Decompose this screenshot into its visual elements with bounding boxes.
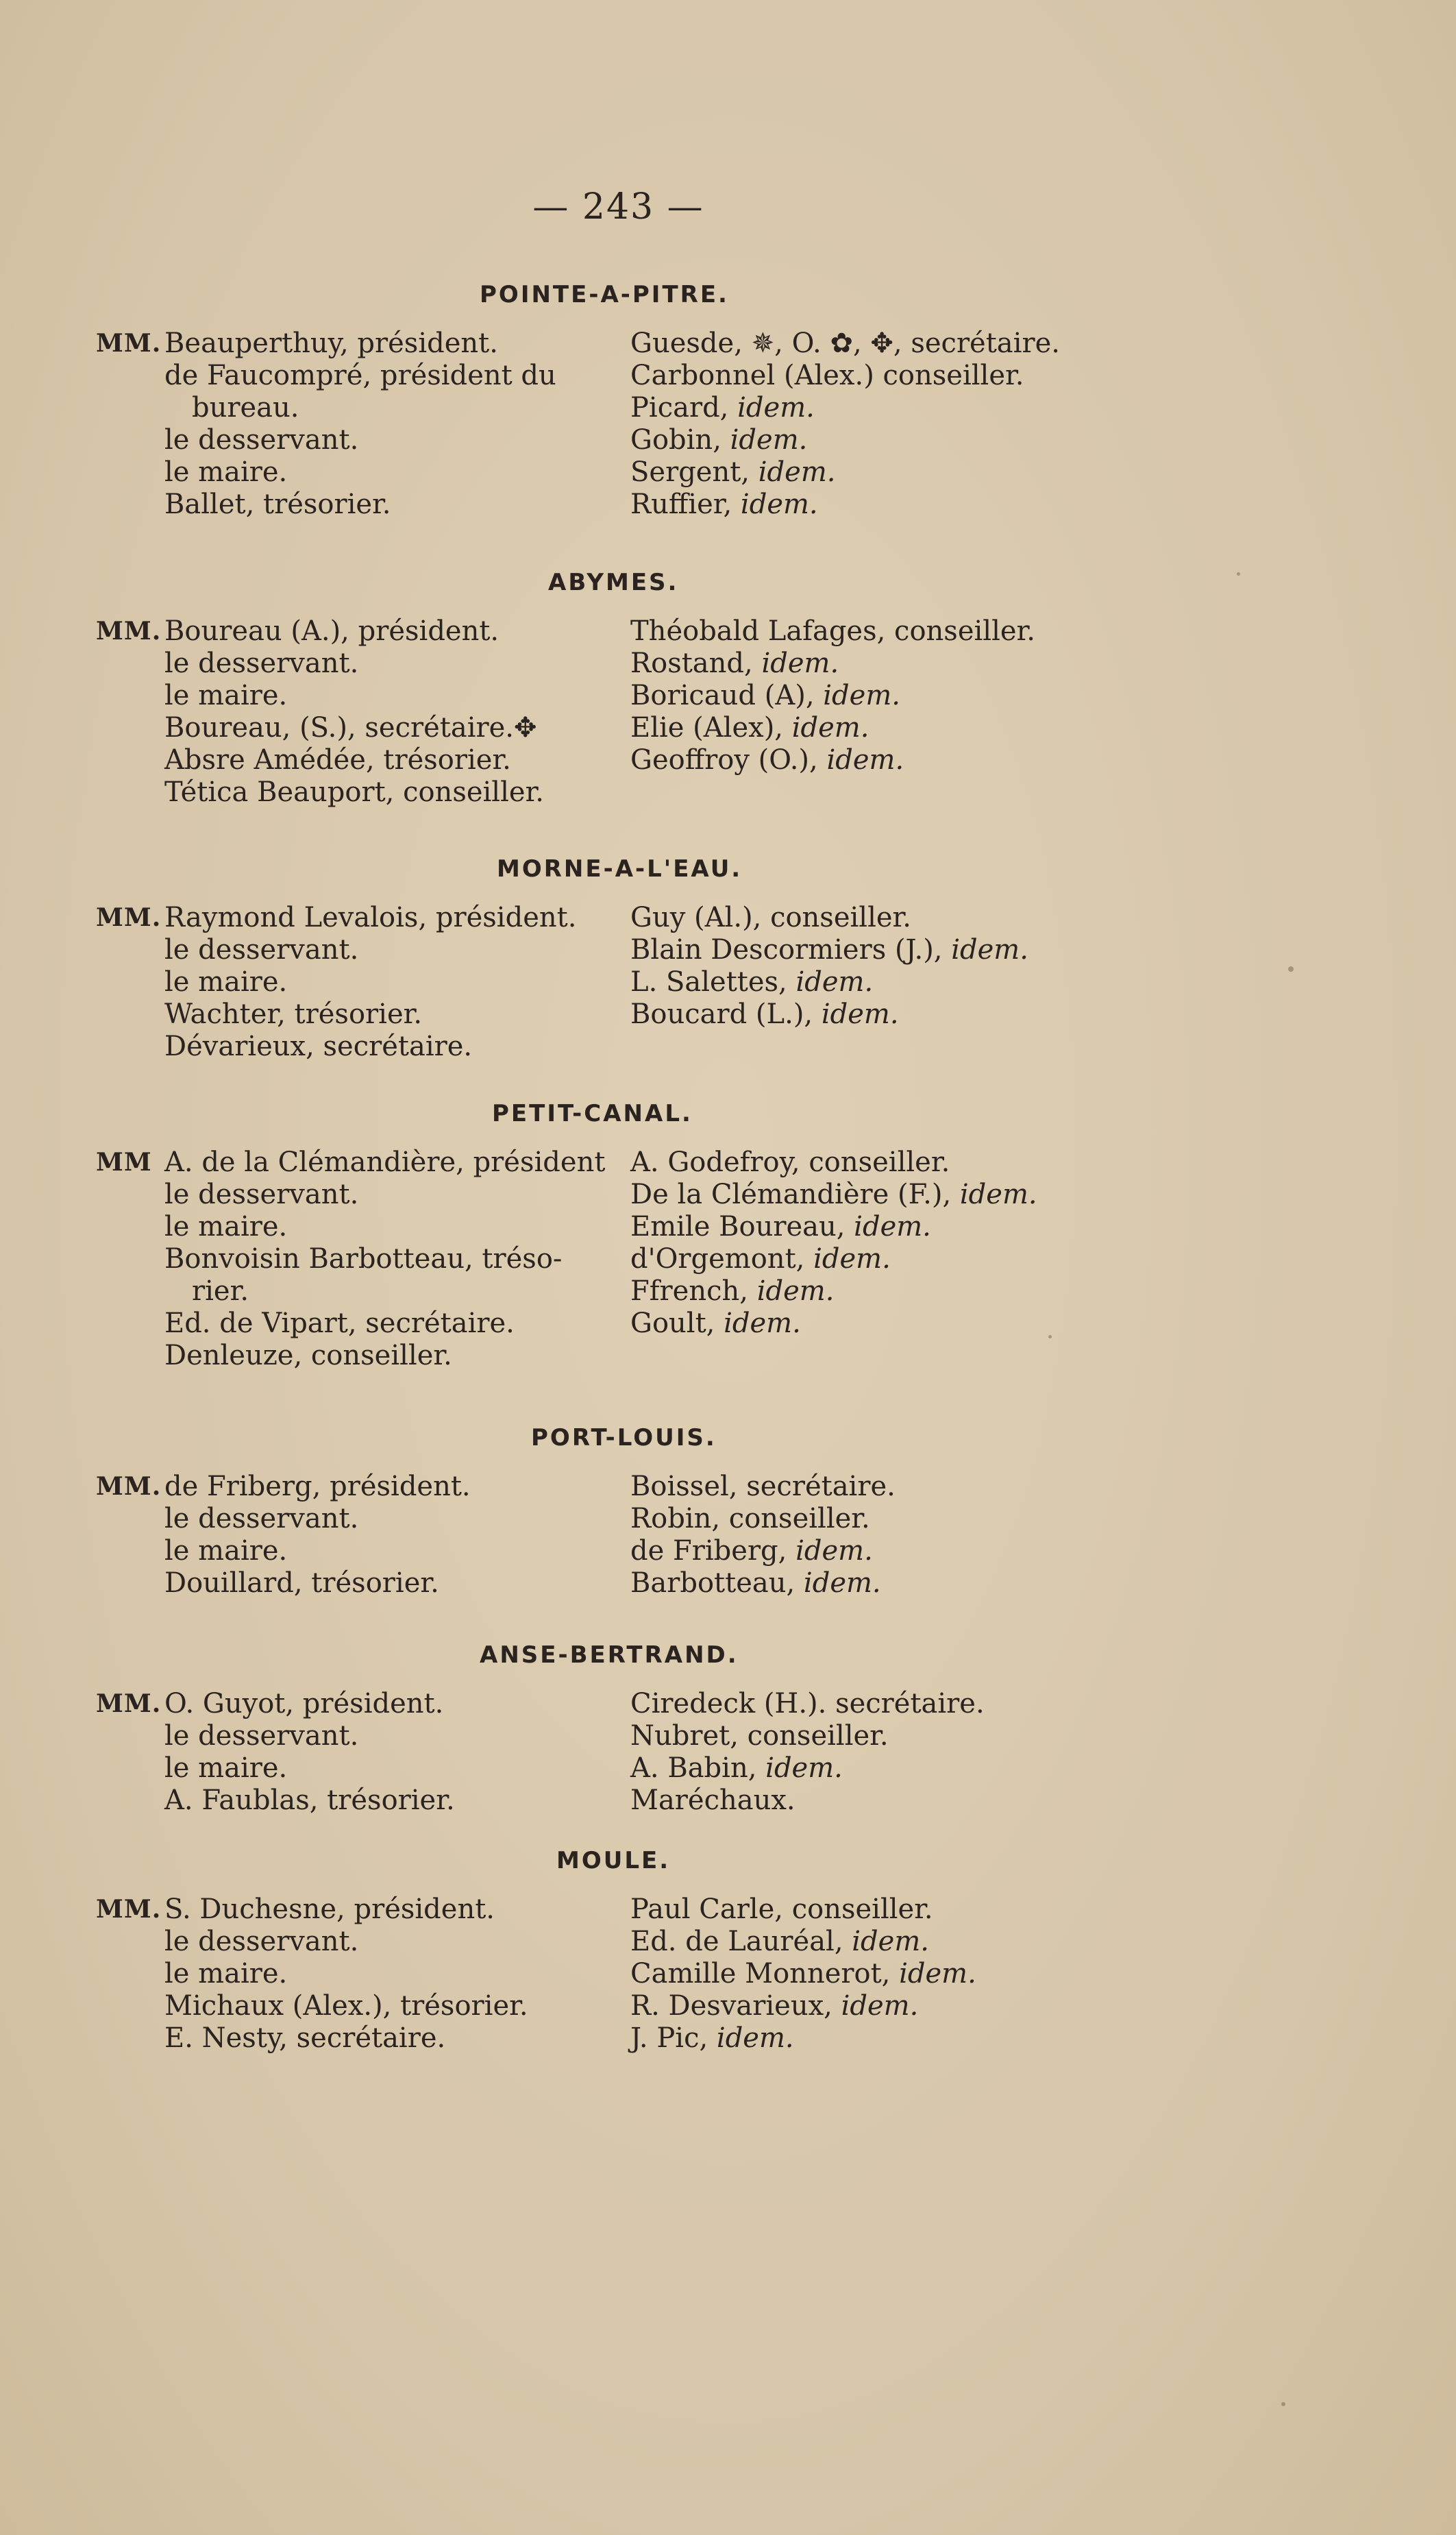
right-entry: Nubret, conseiller.: [630, 1720, 889, 1752]
left-entry: le maire.: [164, 1958, 288, 1989]
left-column: [164, 615, 699, 809]
right-entry: [630, 1275, 1179, 1308]
right-entry: [630, 1211, 1179, 1243]
idem-mark: idem.: [737, 392, 815, 424]
left-entry: le maire.: [164, 680, 288, 711]
right-entry: Boissel, secrétaire.: [630, 1471, 896, 1502]
entry-name: Sergent,: [630, 456, 758, 488]
right-column: [630, 1147, 1179, 1340]
left-entry: le maire.: [164, 966, 288, 998]
entry-name: J. Pic,: [630, 2022, 717, 2054]
left-column: [164, 1147, 699, 1372]
left-entry: le desservant.: [164, 1926, 359, 1957]
idem-mark: idem.: [724, 1308, 801, 1339]
right-entry: [630, 1243, 1179, 1275]
entry-name: R. Desvarieux,: [630, 1990, 841, 2022]
left-entry: Michaux (Alex.), trésorier.: [164, 1990, 528, 2022]
entry-name: Rostand,: [630, 648, 762, 679]
idem-mark: idem.: [959, 1179, 1037, 1210]
entry-name: Elie (Alex),: [630, 712, 792, 744]
left-entry: le desservant.: [164, 424, 359, 456]
entry-name: De la Clémandière (F.),: [630, 1179, 960, 1210]
left-entry: Bonvoisin Barbotteau, tréso-: [164, 1243, 563, 1275]
paper-speck: [1288, 966, 1294, 972]
section-heading: MOULE.: [556, 1847, 671, 1874]
left-column: [164, 1471, 699, 1600]
left-column: [164, 1894, 699, 2055]
idem-mark: idem.: [899, 1958, 976, 1989]
right-column: [630, 1471, 1179, 1600]
entry-name: Boricaud (A),: [630, 680, 824, 711]
section-heading: PORT-LOUIS.: [531, 1424, 717, 1452]
right-entry: Carbonnel (Alex.) conseiller.: [630, 360, 1024, 391]
left-entry: le maire.: [164, 1535, 288, 1567]
right-entry: [630, 1535, 1179, 1567]
right-entry: [630, 966, 1179, 999]
entry-name: A. Babin,: [630, 1752, 766, 1784]
idem-mark: idem.: [758, 456, 836, 488]
mm-prefix: MM.: [96, 617, 162, 646]
right-entry: [630, 712, 1179, 744]
left-entry: A. de la Clémandière, président: [164, 1147, 606, 1178]
right-entry: [630, 744, 1179, 776]
left-column: [164, 1688, 699, 1817]
right-entry: [630, 934, 1179, 966]
left-entry: Douillard, trésorier.: [164, 1567, 439, 1599]
right-entry: [630, 1567, 1179, 1600]
right-column: [630, 1688, 1179, 1817]
idem-mark: idem.: [803, 1567, 881, 1599]
right-entry: [630, 456, 1179, 489]
entry-name: Emile Boureau,: [630, 1211, 854, 1242]
idem-mark: idem.: [821, 999, 899, 1030]
right-entry: [630, 999, 1179, 1031]
paper-speck: [1048, 1335, 1052, 1338]
right-entry: Maréchaux.: [630, 1785, 795, 1816]
section-heading: POINTE-A-PITRE.: [480, 281, 729, 308]
left-entry: le desservant.: [164, 1179, 359, 1210]
right-column: [630, 328, 1179, 521]
entry-name: Barbotteau,: [630, 1567, 804, 1599]
idem-mark: idem.: [951, 934, 1028, 966]
left-entry: E. Nesty, secrétaire.: [164, 2022, 446, 2054]
entry-name: Camille Monnerot,: [630, 1958, 900, 1989]
right-entry: [630, 392, 1179, 424]
left-entry: le desservant.: [164, 1720, 359, 1752]
left-column: [164, 902, 699, 1063]
entry-name: d'Orgemont,: [630, 1243, 814, 1275]
right-column: [630, 615, 1179, 776]
idem-mark: idem.: [765, 1752, 843, 1784]
page-number: — 243 —: [532, 186, 704, 228]
left-column: [164, 328, 699, 521]
left-entry: le desservant.: [164, 934, 359, 966]
right-entry: [630, 1179, 1179, 1211]
right-entry: [630, 1990, 1179, 2022]
left-entry: O. Guyot, président.: [164, 1688, 444, 1719]
section-heading: ABYMES.: [548, 569, 679, 596]
left-entry: Wachter, trésorier.: [164, 999, 423, 1030]
mm-prefix: MM.: [96, 329, 162, 358]
paper-speck: [1237, 572, 1240, 576]
right-entry: [630, 424, 1179, 456]
left-entry: Dévarieux, secrétaire.: [164, 1031, 473, 1062]
left-entry: le maire.: [164, 1211, 288, 1242]
entry-name: de Friberg,: [630, 1535, 796, 1567]
idem-mark: idem.: [756, 1275, 835, 1307]
idem-mark: idem.: [716, 2022, 794, 2054]
entry-name: Gobin,: [630, 424, 730, 456]
mm-prefix: MM.: [96, 1895, 162, 1924]
right-entry: Théobald Lafages, conseiller.: [630, 615, 1035, 647]
left-entry: de Friberg, président.: [164, 1471, 471, 1502]
right-entry: Paul Carle, conseiller.: [630, 1894, 933, 1925]
idem-mark: idem.: [761, 648, 839, 679]
mm-prefix: MM.: [96, 1472, 162, 1501]
left-entry: rier.: [192, 1275, 249, 1307]
left-entry: Ed. de Vipart, secrétaire.: [164, 1308, 515, 1339]
entry-name: Ed. de Lauréal,: [630, 1926, 852, 1957]
right-entry: [630, 2022, 1179, 2055]
left-entry: Tética Beauport, conseiller.: [164, 776, 545, 808]
left-entry: Absre Amédée, trésorier.: [164, 744, 511, 776]
section-heading: ANSE-BERTRAND.: [480, 1641, 739, 1669]
idem-mark: idem.: [795, 966, 874, 998]
left-entry: bureau.: [192, 392, 299, 424]
left-entry: le desservant.: [164, 1503, 359, 1534]
idem-mark: idem.: [740, 489, 818, 520]
idem-mark: idem.: [823, 680, 900, 711]
right-column: [630, 902, 1179, 1031]
right-entry: [630, 680, 1179, 712]
idem-mark: idem.: [826, 744, 904, 776]
left-entry: Denleuze, conseiller.: [164, 1340, 452, 1371]
idem-mark: idem.: [791, 712, 869, 744]
left-entry: Raymond Levalois, président.: [164, 902, 577, 933]
left-entry: Boureau (A.), président.: [164, 615, 499, 647]
right-entry: [630, 1958, 1179, 1990]
right-entry: [630, 648, 1179, 680]
idem-mark: idem.: [813, 1243, 891, 1275]
right-entry: Ciredeck (H.). secrétaire.: [630, 1688, 985, 1719]
left-entry: Beauperthuy, président.: [164, 328, 498, 359]
right-entry: Robin, conseiller.: [630, 1503, 870, 1534]
mm-prefix: MM.: [96, 1689, 162, 1718]
entry-name: Blain Descormiers (J.),: [630, 934, 952, 966]
left-entry: le desservant.: [164, 648, 359, 679]
right-entry: [630, 489, 1179, 521]
entry-name: L. Salettes,: [630, 966, 796, 998]
left-entry: S. Duchesne, président.: [164, 1894, 495, 1925]
mm-prefix: MM: [96, 1148, 152, 1177]
entry-name: Picard,: [630, 392, 738, 424]
right-entry: [630, 1926, 1179, 1958]
entry-name: Goult,: [630, 1308, 724, 1339]
left-entry: de Faucompré, président du: [164, 360, 556, 391]
entry-name: Geoffroy (O.),: [630, 744, 827, 776]
idem-mark: idem.: [730, 424, 808, 456]
entry-name: Ruffier,: [630, 489, 741, 520]
idem-mark: idem.: [795, 1535, 873, 1567]
entry-name: Boucard (L.),: [630, 999, 822, 1030]
idem-mark: idem.: [841, 1990, 919, 2022]
right-entry: Guy (Al.), conseiller.: [630, 902, 911, 933]
idem-mark: idem.: [854, 1211, 931, 1242]
idem-mark: idem.: [852, 1926, 929, 1957]
section-heading: PETIT-CANAL.: [492, 1100, 693, 1127]
left-entry: Ballet, trésorier.: [164, 489, 391, 520]
right-entry: Guesde, ✵, O. ✿, ✥, secrétaire.: [630, 328, 1060, 359]
left-entry: le maire.: [164, 456, 288, 488]
right-column: [630, 1894, 1179, 2055]
right-entry: [630, 1308, 1179, 1340]
right-entry: A. Godefroy, conseiller.: [630, 1147, 950, 1178]
paper-speck: [1281, 2402, 1285, 2406]
mm-prefix: MM.: [96, 903, 162, 932]
section-heading: MORNE-A-L'EAU.: [497, 855, 743, 883]
left-entry: Boureau, (S.), secrétaire.✥: [164, 712, 537, 744]
entry-name: Ffrench,: [630, 1275, 757, 1307]
left-entry: A. Faublas, trésorier.: [164, 1785, 455, 1816]
right-entry: [630, 1752, 1179, 1785]
left-entry: le maire.: [164, 1752, 288, 1784]
